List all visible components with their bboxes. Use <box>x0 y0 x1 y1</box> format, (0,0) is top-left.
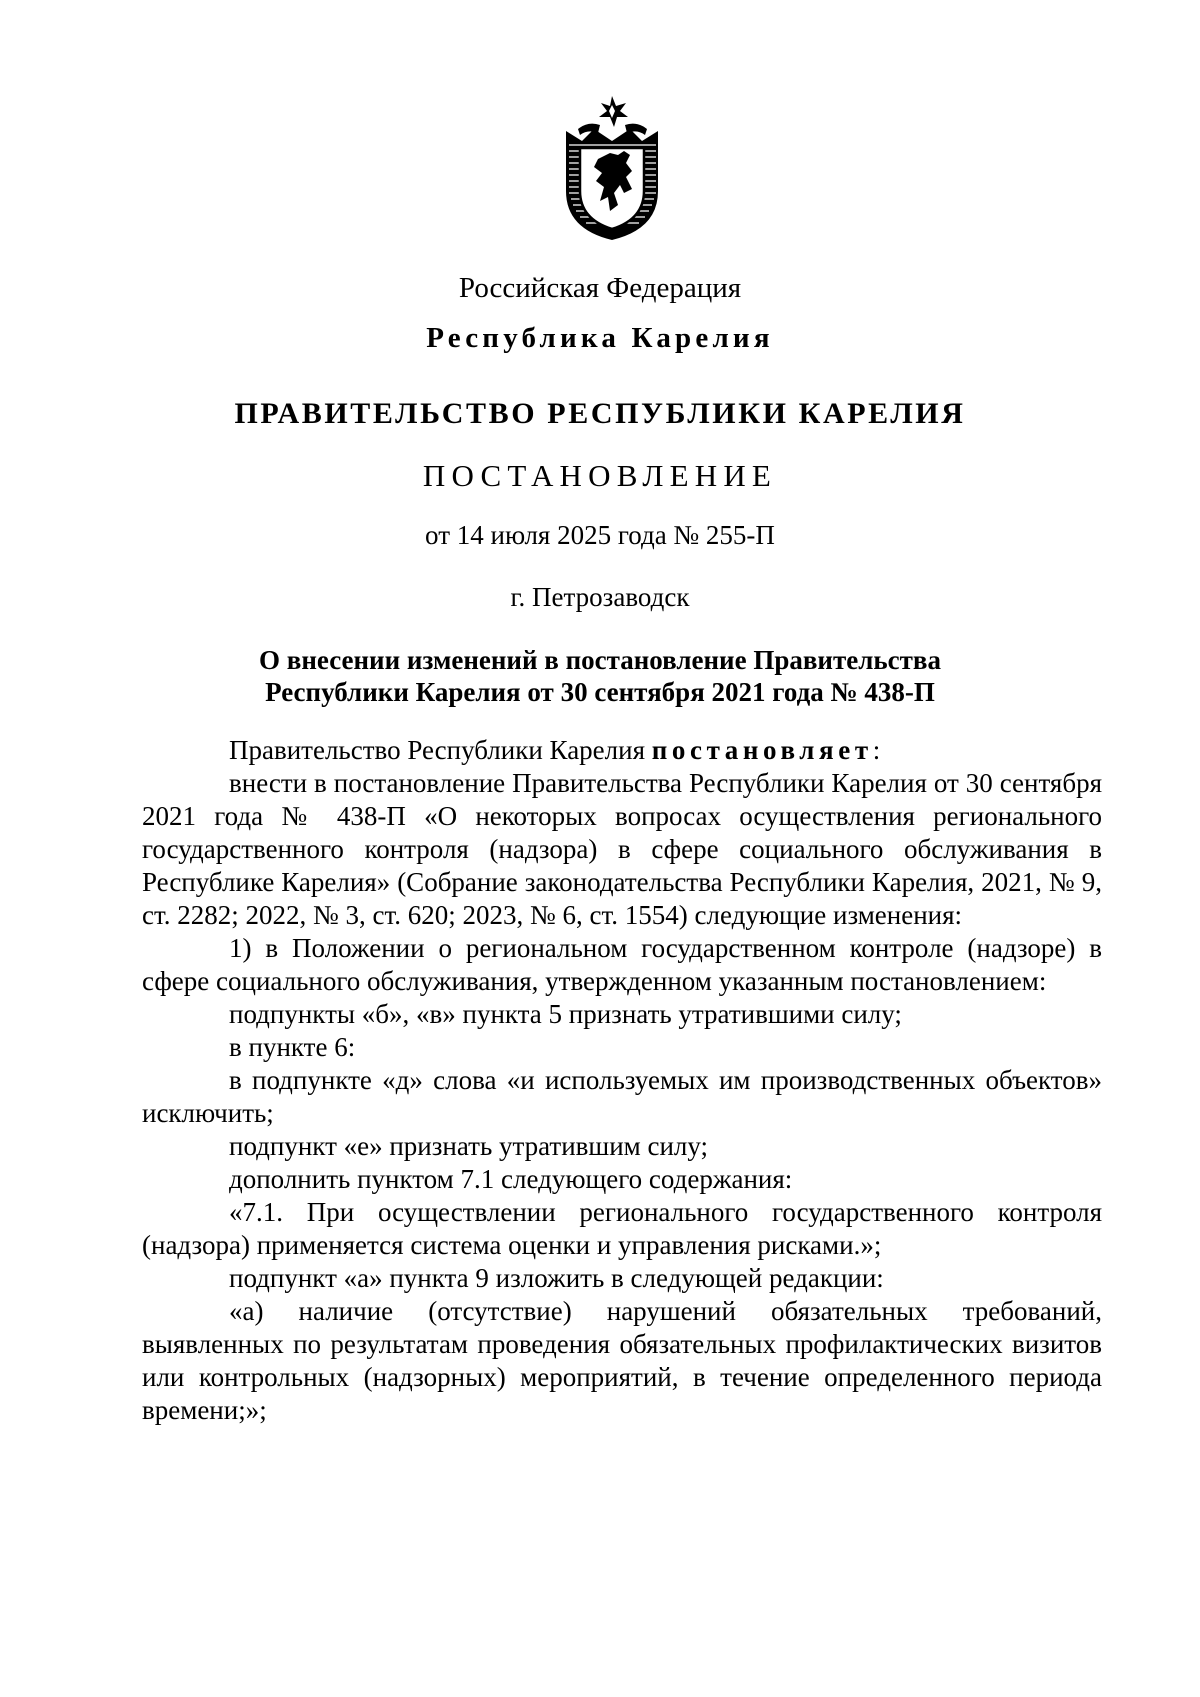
document-body <box>142 734 1102 1427</box>
title-line-2: Республики Карелия от 30 сентября 2021 года № 438-П <box>265 677 935 707</box>
title-line-1: О внесении изменений в постановление Правительства <box>259 645 941 675</box>
body-paragraph: «7.1. При осуществлении регионального государственного контроля (надзора) применяется система оценки и управления рисками.»; <box>142 1197 1102 1260</box>
body-paragraph: подпункты «б», «в» пункта 5 признать утратившими силу; <box>229 999 902 1029</box>
body-paragraph: в пункте 6: <box>229 1032 356 1062</box>
body-paragraph: подпункт «е» признать утратившим силу; <box>229 1131 709 1161</box>
city: г. Петрозаводск <box>510 582 690 612</box>
intro-paragraph <box>142 734 1102 767</box>
body-paragraph: в подпункте «д» слова «и используемых им производственных объектов» исключить; <box>142 1065 1102 1128</box>
country-name: Российская Федерация <box>458 272 742 304</box>
document-title <box>0 644 1200 708</box>
government-name: ПРАВИТЕЛЬСТВО РЕСПУБЛИКИ КАРЕЛИЯ <box>234 397 966 430</box>
intro-keyword: постановляет <box>651 735 873 765</box>
body-paragraph: подпункт «а» пункта 9 изложить в следующей редакции: <box>229 1263 884 1293</box>
karelia-coat-of-arms-icon <box>560 93 665 243</box>
date-and-number: от 14 июля 2025 года № 255-П <box>425 520 775 550</box>
body-paragraph: 1) в Положении о региональном государственном контроле (надзоре) в сфере социального обслуживания, утвержденном указанным постановлением: <box>142 933 1102 996</box>
body-paragraph: «а) наличие (отсутствие) нарушений обязательных требований, выявленных по результатам проведения обязательных профилактических визитов или контрольных (надзорных) мероприятий, в течение определенного периода времени;»; <box>142 1296 1102 1425</box>
body-paragraph: внести в постановление Правительства Республики Карелия от 30 сентября 2021 года № 438-П «О некоторых вопросах осуществления регионального государственного контроля (надзора) в сфере социального обслуживания в Республике Карелия» (Собрание законодательства Республики Карелия, 2021, № 9, ст. 2282; 2022, № 3, ст. 620; 2023, № 6, ст. 1554) следующие изменения: <box>142 768 1102 930</box>
body-paragraph: дополнить пунктом 7.1 следующего содержания: <box>229 1164 793 1194</box>
intro-text: Правительство Республики Карелия <box>229 735 652 765</box>
document-type: ПОСТАНОВЛЕНИЕ <box>422 458 778 493</box>
republic-name: Республика Карелия <box>426 322 774 354</box>
intro-end: : <box>872 735 881 765</box>
